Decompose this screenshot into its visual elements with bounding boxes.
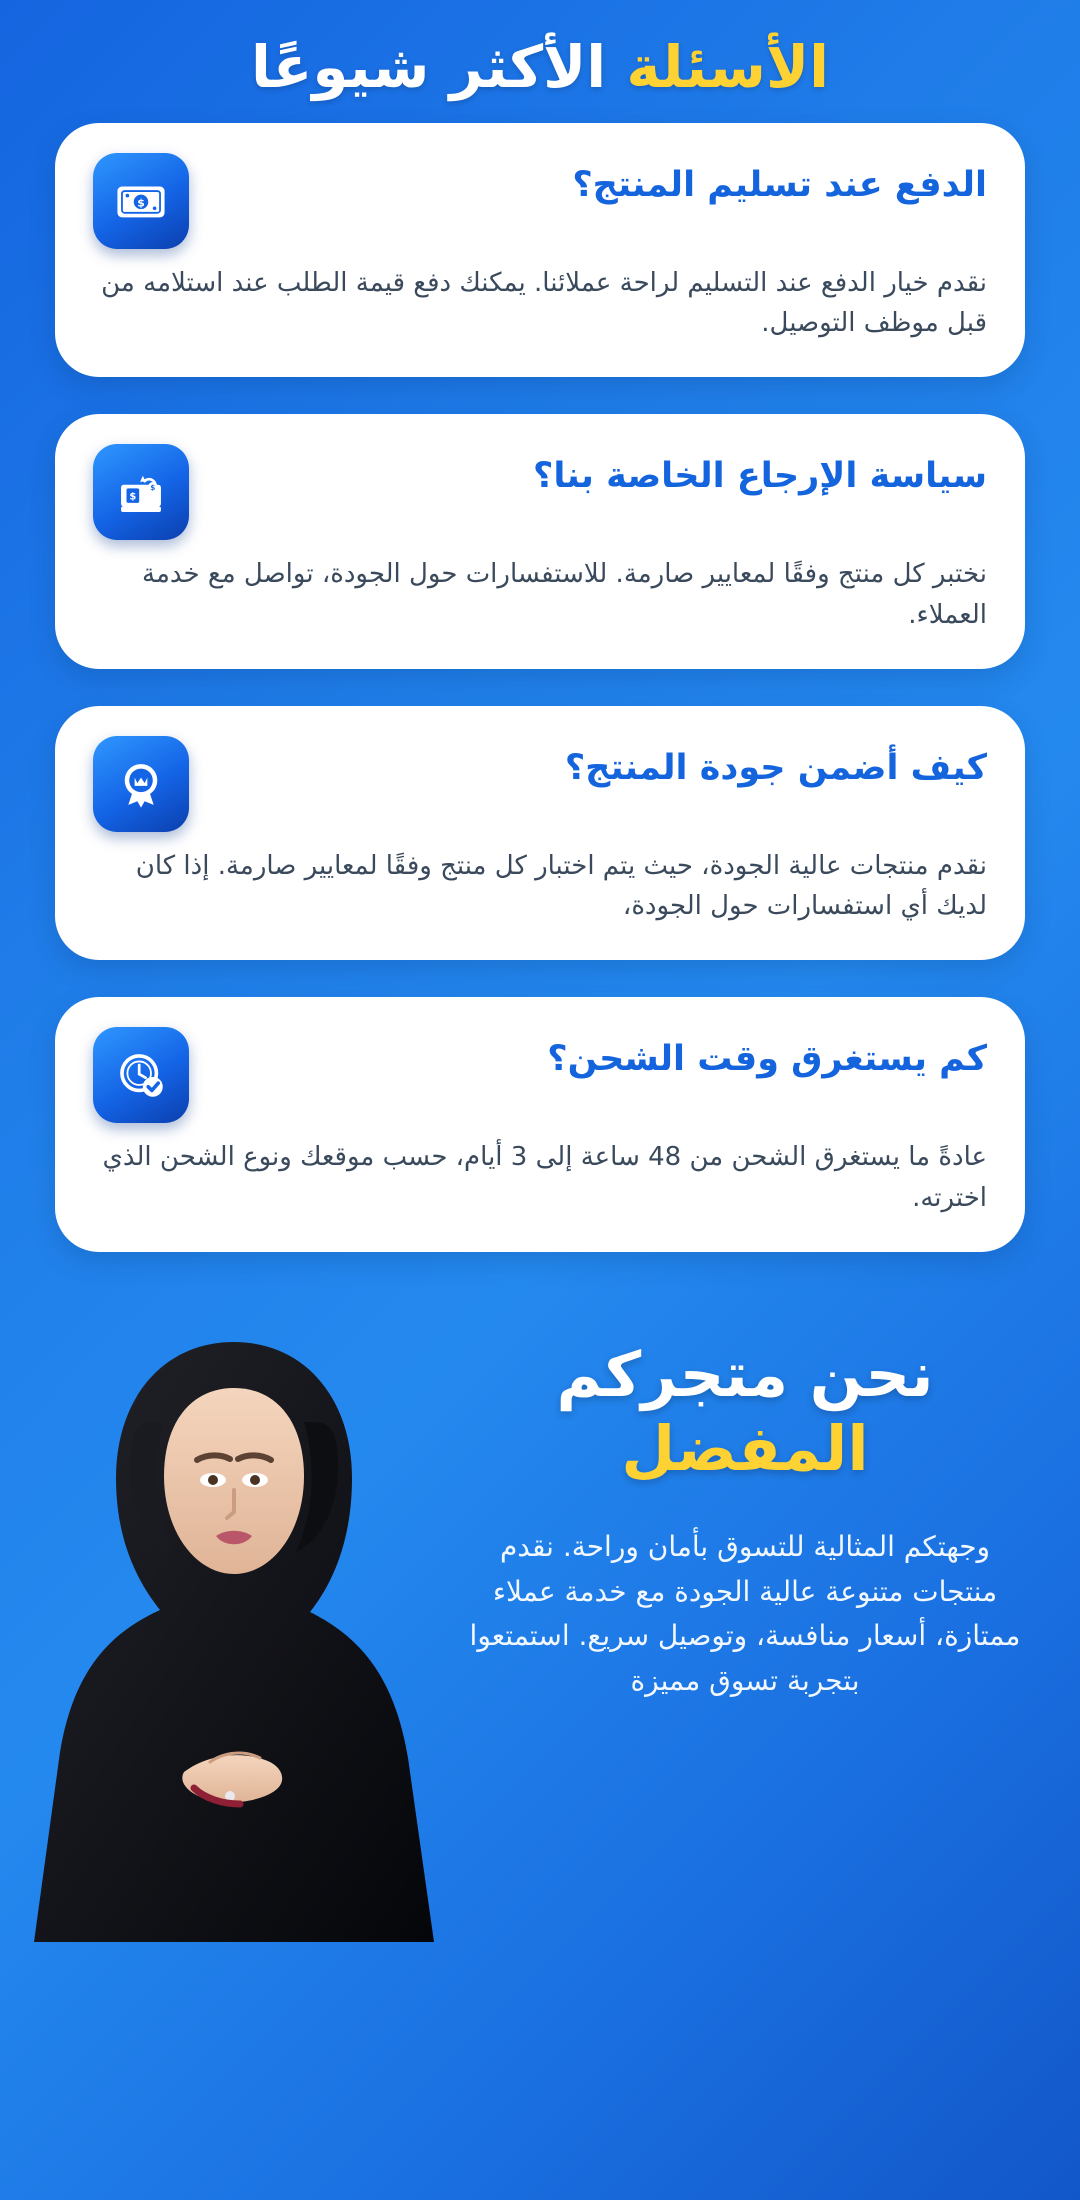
promo-title-part1: نحن متجركم: [556, 1338, 934, 1412]
promo-section: [0, 1282, 1080, 1942]
svg-text:$: $: [150, 483, 156, 493]
promo-body: وجهتكم المثالية للتسوق بأمان وراحة. نقدم منتجات متنوعة عالية الجودة مع خدمة عملاء ممتازة، أسعار منافسة، وتوصيل سريع. استمتعوا بتجربة تسوق مميزة: [469, 1529, 1021, 1698]
svg-text:$: $: [129, 491, 137, 503]
faq-card-header: [93, 736, 987, 832]
faq-answer: نقدم منتجات عالية الجودة، حيث يتم اختبار كل منتج وفقًا لمعايير صارمة. إذا كان لديك أي استفسارات حول الجودة،: [135, 850, 987, 922]
faq-list: [0, 123, 1080, 1252]
page-title: [0, 0, 1080, 123]
page-title-part2: الأكثر شيوعًا: [250, 33, 607, 101]
faq-answer: نقدم خيار الدفع عند التسليم لراحة عملائنا. يمكنك دفع قيمة الطلب عند استلامه من قبل موظف التوصيل.: [101, 267, 987, 338]
woman-portrait-image: [34, 1302, 434, 1942]
faq-card[interactable]: [55, 123, 1025, 378]
cash-payment-icon: [93, 153, 189, 249]
promo-text-block: [465, 1338, 1025, 1704]
faq-question: الدفع عند تسليم المنتج؟: [572, 164, 987, 205]
svg-text:$: $: [137, 196, 145, 210]
faq-card-header: [93, 444, 987, 540]
faq-card[interactable]: [55, 706, 1025, 961]
return-package-icon: [93, 444, 189, 540]
faq-question: سياسة الإرجاع الخاصة بنا؟: [533, 456, 987, 497]
page-title-part1: الأسئلة: [626, 33, 830, 101]
promo-title-part2: المفضل: [621, 1412, 869, 1486]
faq-answer: نختبر كل منتج وفقًا لمعايير صارمة. للاستفسارات حول الجودة، تواصل مع خدمة العملاء.: [142, 559, 987, 630]
faq-card[interactable]: [55, 997, 1025, 1252]
faq-card-header: [93, 153, 987, 249]
faq-card[interactable]: [55, 414, 1025, 669]
faq-question: كيف أضمن جودة المنتج؟: [564, 747, 987, 788]
promo-title: [465, 1338, 1025, 1487]
faq-question: كم يستغرق وقت الشحن؟: [547, 1039, 987, 1080]
faq-card-header: [93, 1027, 987, 1123]
faq-answer: عادةً ما يستغرق الشحن من 48 ساعة إلى 3 أيام، حسب موقعك ونوع الشحن الذي اخترته.: [102, 1142, 987, 1213]
quality-badge-icon: [93, 736, 189, 832]
clock-check-icon: [93, 1027, 189, 1123]
